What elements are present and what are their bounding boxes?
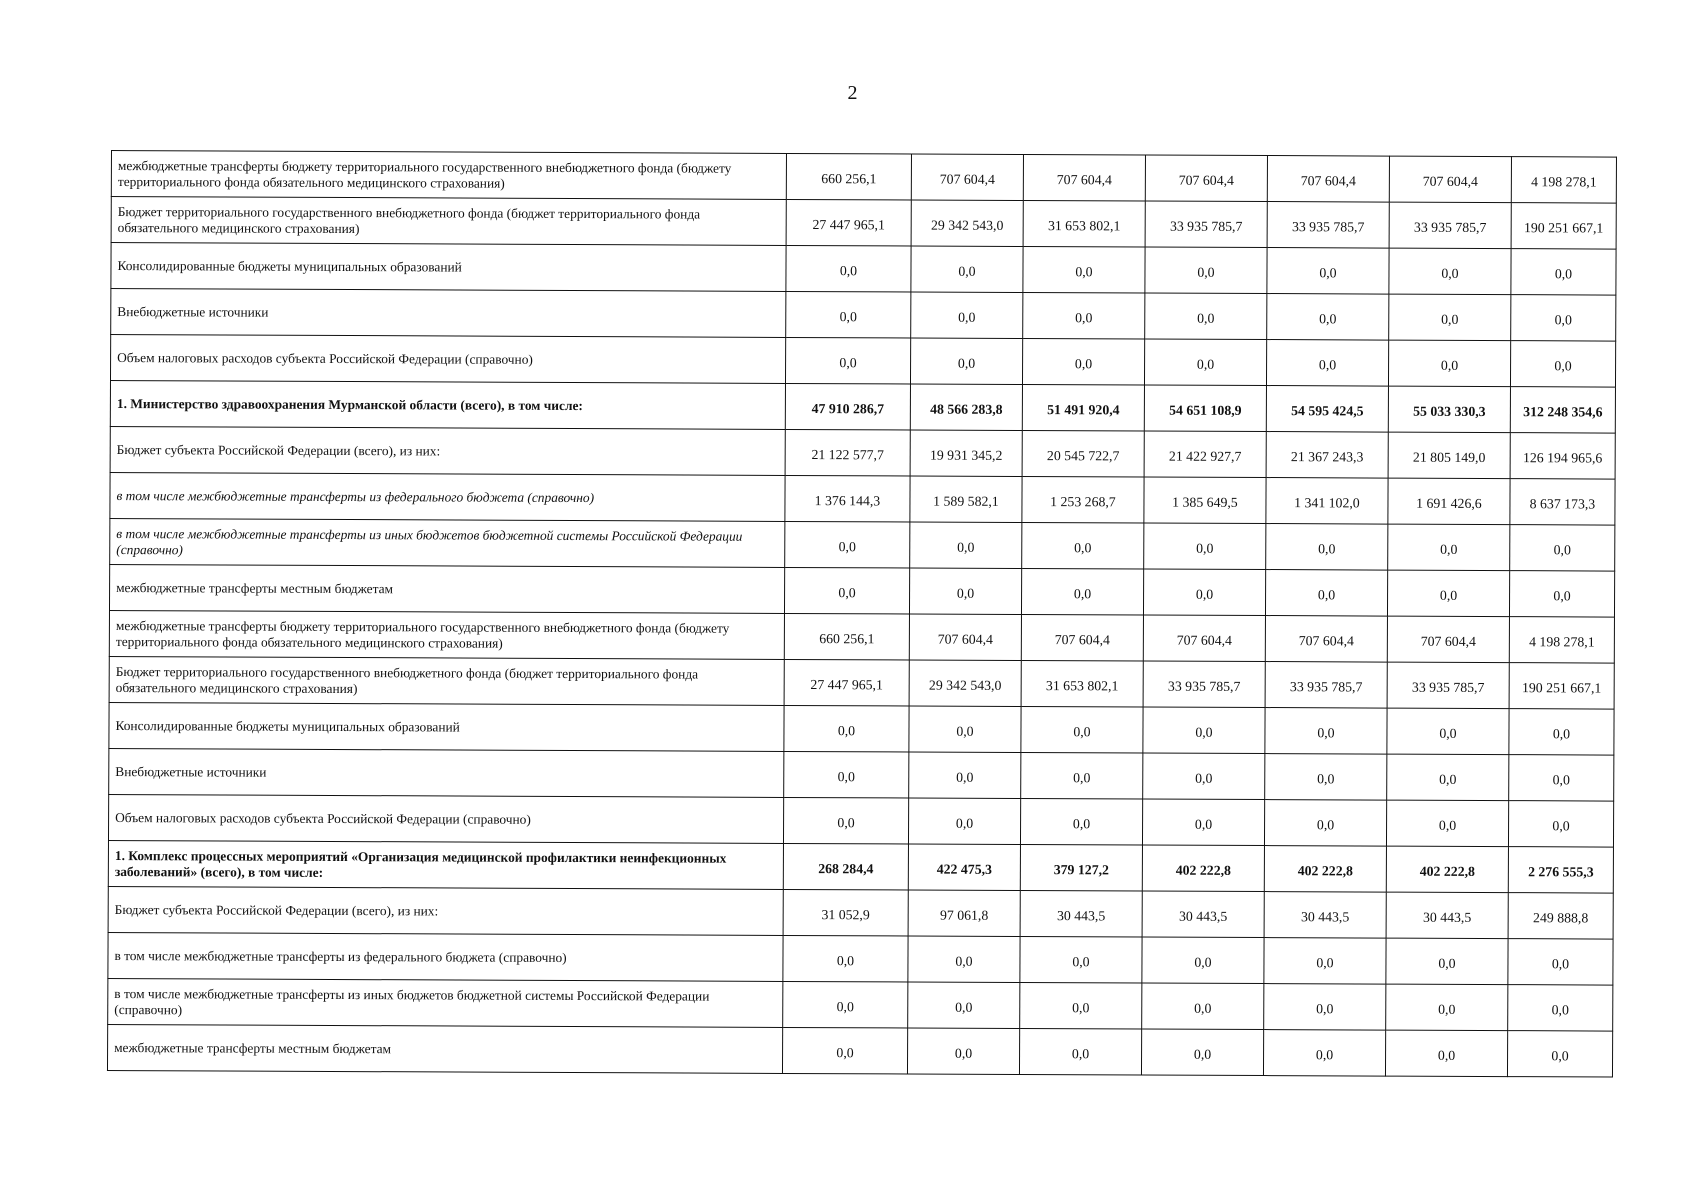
- year-value-cell: 33 935 785,7: [1265, 662, 1387, 709]
- table-row: [109, 656, 1614, 709]
- year-value-cell: 707 604,4: [1265, 616, 1387, 663]
- year-value-cell: 0,0: [786, 245, 911, 292]
- year-value-cell: 0,0: [1387, 754, 1509, 801]
- year-value-cell: 0,0: [1264, 938, 1386, 985]
- table-row: [108, 932, 1613, 985]
- year-value-cell: 1 589 582,1: [910, 476, 1022, 522]
- year-value-cell: 0,0: [1386, 938, 1508, 985]
- year-value-cell: 20 545 722,7: [1022, 430, 1144, 477]
- year-value-cell: 0,0: [1265, 708, 1387, 755]
- row-description: Бюджет субъекта Российской Федерации (всего), из них:: [108, 886, 783, 935]
- year-value-cell: 0,0: [784, 567, 909, 614]
- total-value-cell: 0,0: [1509, 571, 1614, 617]
- row-description: в том числе межбюджетные трансферты из иных бюджетов бюджетной системы Российской Федерации (справочно): [108, 978, 783, 1027]
- year-value-cell: 707 604,4: [1021, 614, 1143, 661]
- year-value-cell: 660 256,1: [784, 613, 909, 660]
- year-value-cell: 0,0: [1142, 799, 1264, 846]
- year-value-cell: 0,0: [1142, 983, 1264, 1030]
- year-value-cell: 0,0: [1143, 707, 1265, 754]
- year-value-cell: 21 367 243,3: [1266, 432, 1388, 479]
- table-body: [107, 151, 1616, 1078]
- year-value-cell: 31 653 802,1: [1021, 660, 1143, 707]
- table-row: [108, 794, 1613, 847]
- year-value-cell: 29 342 543,0: [911, 200, 1023, 246]
- year-value-cell: 0,0: [1020, 798, 1142, 845]
- year-value-cell: 0,0: [911, 246, 1023, 292]
- row-description: межбюджетные трансферты местным бюджетам: [107, 1024, 782, 1073]
- row-description: Консолидированные бюджеты муниципальных образований: [111, 243, 786, 292]
- year-value-cell: 33 935 785,7: [1145, 201, 1267, 248]
- year-value-cell: 29 342 543,0: [909, 660, 1021, 706]
- year-value-cell: 0,0: [1145, 247, 1267, 294]
- year-value-cell: 0,0: [1021, 706, 1143, 753]
- year-value-cell: 707 604,4: [1143, 615, 1265, 662]
- year-value-cell: 0,0: [908, 936, 1020, 982]
- budget-table: [107, 150, 1617, 1078]
- year-value-cell: 30 443,5: [1264, 892, 1386, 939]
- year-value-cell: 0,0: [785, 521, 910, 568]
- table-row: [110, 518, 1615, 571]
- year-value-cell: 0,0: [1022, 338, 1144, 385]
- year-value-cell: 30 443,5: [1020, 890, 1142, 937]
- year-value-cell: 21 422 927,7: [1144, 431, 1266, 478]
- year-value-cell: 0,0: [1385, 1030, 1507, 1077]
- year-value-cell: 0,0: [1267, 294, 1389, 341]
- year-value-cell: 21 805 149,0: [1388, 432, 1510, 479]
- year-value-cell: 402 222,8: [1386, 846, 1508, 893]
- year-value-cell: 0,0: [911, 292, 1023, 338]
- total-value-cell: 0,0: [1511, 295, 1616, 341]
- year-value-cell: 54 651 108,9: [1144, 385, 1266, 432]
- year-value-cell: 0,0: [1020, 936, 1142, 983]
- year-value-cell: 47 910 286,7: [785, 383, 910, 430]
- year-value-cell: 0,0: [1021, 568, 1143, 615]
- year-value-cell: 0,0: [910, 338, 1022, 384]
- year-value-cell: 1 691 426,6: [1388, 478, 1510, 525]
- year-value-cell: 51 491 920,4: [1022, 384, 1144, 431]
- year-value-cell: 0,0: [1267, 248, 1389, 295]
- row-description: Бюджет субъекта Российской Федерации (всего), из них:: [110, 426, 785, 475]
- table-row: [110, 381, 1615, 434]
- year-value-cell: 1 253 268,7: [1022, 476, 1144, 523]
- year-value-cell: 0,0: [1023, 246, 1145, 293]
- row-description: межбюджетные трансферты бюджету территориального государственного внебюджетного фонда (бюджету территориального фонда обязательного медицинского страхования): [109, 610, 784, 659]
- year-value-cell: 0,0: [783, 935, 908, 982]
- row-description: в том числе межбюджетные трансферты из иных бюджетов бюджетной системы Российской Федерации (справочно): [110, 518, 785, 567]
- year-value-cell: 27 447 965,1: [786, 199, 911, 246]
- year-value-cell: 0,0: [1387, 570, 1509, 617]
- year-value-cell: 0,0: [1144, 339, 1266, 386]
- year-value-cell: 402 222,8: [1142, 845, 1264, 892]
- year-value-cell: 0,0: [909, 568, 1021, 614]
- year-value-cell: 0,0: [784, 751, 909, 798]
- year-value-cell: 0,0: [784, 705, 909, 752]
- row-description: межбюджетные трансферты местным бюджетам: [109, 564, 784, 613]
- year-value-cell: 0,0: [909, 706, 1021, 752]
- year-value-cell: 33 935 785,7: [1389, 202, 1511, 249]
- table-row: [108, 886, 1613, 939]
- total-value-cell: 0,0: [1508, 939, 1613, 985]
- row-description: Объем налоговых расходов субъекта Российской Федерации (справочно): [108, 794, 783, 843]
- total-value-cell: 126 194 965,6: [1510, 433, 1615, 479]
- year-value-cell: 0,0: [1141, 1029, 1263, 1076]
- total-value-cell: 0,0: [1510, 525, 1615, 571]
- year-value-cell: 0,0: [1144, 523, 1266, 570]
- year-value-cell: 707 604,4: [1023, 154, 1145, 201]
- total-value-cell: 0,0: [1507, 1031, 1612, 1077]
- year-value-cell: 1 341 102,0: [1266, 478, 1388, 525]
- year-value-cell: 0,0: [785, 337, 910, 384]
- table-row: [110, 472, 1615, 525]
- year-value-cell: 0,0: [1142, 937, 1264, 984]
- total-value-cell: 249 888,8: [1508, 893, 1613, 939]
- year-value-cell: 1 376 144,3: [785, 475, 910, 522]
- table-row: [108, 978, 1613, 1031]
- row-description: Внебюджетные источники: [109, 748, 784, 797]
- year-value-cell: 0,0: [909, 752, 1021, 798]
- year-value-cell: 55 033 330,3: [1388, 386, 1510, 433]
- year-value-cell: 0,0: [1264, 984, 1386, 1031]
- year-value-cell: 0,0: [1021, 752, 1143, 799]
- total-value-cell: 0,0: [1511, 249, 1616, 295]
- total-value-cell: 4 198 278,1: [1509, 617, 1614, 663]
- year-value-cell: 0,0: [1020, 982, 1142, 1029]
- page-number: 2: [847, 82, 858, 104]
- year-value-cell: 1 385 649,5: [1144, 477, 1266, 524]
- table-row: [111, 197, 1616, 250]
- table-row: [111, 243, 1616, 296]
- year-value-cell: 0,0: [1388, 340, 1510, 387]
- total-value-cell: 2 276 555,3: [1508, 847, 1613, 893]
- row-description: 1. Комплекс процессных мероприятий «Организация медицинской профилактики неинфекционных заболеваний» (всего), в том числе:: [108, 840, 783, 889]
- year-value-cell: 0,0: [783, 797, 908, 844]
- table-row: [109, 610, 1614, 663]
- row-description: Бюджет территориального государственного внебюджетного фонда (бюджет территориального фонда обязательного медицинского страхования): [111, 197, 786, 246]
- year-value-cell: 54 595 424,5: [1266, 386, 1388, 433]
- year-value-cell: 0,0: [1143, 753, 1265, 800]
- row-description: в том числе межбюджетные трансферты из федерального бюджета (справочно): [108, 932, 783, 981]
- year-value-cell: 707 604,4: [911, 154, 1023, 200]
- year-value-cell: 0,0: [1388, 524, 1510, 571]
- year-value-cell: 0,0: [1266, 340, 1388, 387]
- total-value-cell: 0,0: [1508, 801, 1613, 847]
- year-value-cell: 422 475,3: [908, 844, 1020, 890]
- table-row: [109, 702, 1614, 755]
- year-value-cell: 33 935 785,7: [1387, 662, 1509, 709]
- year-value-cell: 0,0: [1265, 754, 1387, 801]
- year-value-cell: 707 604,4: [1145, 155, 1267, 202]
- year-value-cell: 31 052,9: [783, 889, 908, 936]
- year-value-cell: 33 935 785,7: [1143, 661, 1265, 708]
- table-row: [110, 335, 1615, 388]
- year-value-cell: 707 604,4: [909, 614, 1021, 660]
- year-value-cell: 31 653 802,1: [1023, 200, 1145, 247]
- table-row: [108, 840, 1613, 893]
- total-value-cell: 0,0: [1508, 985, 1613, 1031]
- table-row: [110, 426, 1615, 479]
- year-value-cell: 21 122 577,7: [785, 429, 910, 476]
- row-description: Консолидированные бюджеты муниципальных образований: [109, 702, 784, 751]
- year-value-cell: 0,0: [1386, 800, 1508, 847]
- total-value-cell: 0,0: [1510, 341, 1615, 387]
- year-value-cell: 268 284,4: [783, 843, 908, 890]
- year-value-cell: 0,0: [783, 981, 908, 1028]
- year-value-cell: 660 256,1: [786, 153, 911, 200]
- year-value-cell: 707 604,4: [1387, 616, 1509, 663]
- year-value-cell: 33 935 785,7: [1267, 202, 1389, 249]
- year-value-cell: 0,0: [1023, 292, 1145, 339]
- year-value-cell: 0,0: [908, 982, 1020, 1028]
- total-value-cell: 190 251 667,1: [1511, 203, 1616, 249]
- year-value-cell: 30 443,5: [1386, 892, 1508, 939]
- year-value-cell: 0,0: [1266, 524, 1388, 571]
- year-value-cell: 0,0: [1265, 570, 1387, 617]
- year-value-cell: 0,0: [1264, 800, 1386, 847]
- table-row: [109, 564, 1614, 617]
- row-description: в том числе межбюджетные трансферты из федерального бюджета (справочно): [110, 472, 785, 521]
- year-value-cell: 0,0: [910, 522, 1022, 568]
- total-value-cell: 0,0: [1509, 709, 1614, 755]
- year-value-cell: 0,0: [1263, 1030, 1385, 1077]
- year-value-cell: 0,0: [1145, 293, 1267, 340]
- year-value-cell: 97 061,8: [908, 890, 1020, 936]
- table-row: [109, 748, 1614, 801]
- year-value-cell: 0,0: [1389, 294, 1511, 341]
- row-description: межбюджетные трансферты бюджету территориального государственного внебюджетного фонда (бюджету территориального фонда обязательного медицинского страхования): [111, 151, 786, 200]
- row-description: Бюджет территориального государственного внебюджетного фонда (бюджет территориального фонда обязательного медицинского страхования): [109, 656, 784, 705]
- year-value-cell: 0,0: [1143, 569, 1265, 616]
- total-value-cell: 190 251 667,1: [1509, 663, 1614, 709]
- year-value-cell: 0,0: [1022, 522, 1144, 569]
- year-value-cell: 48 566 283,8: [910, 384, 1022, 430]
- year-value-cell: 27 447 965,1: [784, 659, 909, 706]
- year-value-cell: 0,0: [907, 1028, 1019, 1074]
- year-value-cell: 19 931 345,2: [910, 430, 1022, 476]
- year-value-cell: 707 604,4: [1389, 156, 1511, 203]
- total-value-cell: 0,0: [1509, 755, 1614, 801]
- total-value-cell: 312 248 354,6: [1510, 387, 1615, 433]
- total-value-cell: 4 198 278,1: [1511, 157, 1616, 203]
- year-value-cell: 707 604,4: [1267, 156, 1389, 203]
- year-value-cell: 379 127,2: [1020, 844, 1142, 891]
- year-value-cell: 0,0: [1387, 708, 1509, 755]
- row-description: Внебюджетные источники: [111, 289, 786, 338]
- row-description: 1. Министерство здравоохранения Мурманской области (всего), в том числе:: [110, 381, 785, 430]
- year-value-cell: 0,0: [786, 291, 911, 338]
- year-value-cell: 0,0: [1389, 248, 1511, 295]
- table-row: [111, 151, 1616, 204]
- year-value-cell: 0,0: [1386, 984, 1508, 1031]
- table-row: [111, 289, 1616, 342]
- year-value-cell: 0,0: [1019, 1028, 1141, 1075]
- year-value-cell: 0,0: [782, 1027, 907, 1074]
- row-description: Объем налоговых расходов субъекта Российской Федерации (справочно): [110, 335, 785, 384]
- total-value-cell: 8 637 173,3: [1510, 479, 1615, 525]
- year-value-cell: 30 443,5: [1142, 891, 1264, 938]
- table-row: [107, 1024, 1612, 1077]
- year-value-cell: 0,0: [908, 798, 1020, 844]
- year-value-cell: 402 222,8: [1264, 846, 1386, 893]
